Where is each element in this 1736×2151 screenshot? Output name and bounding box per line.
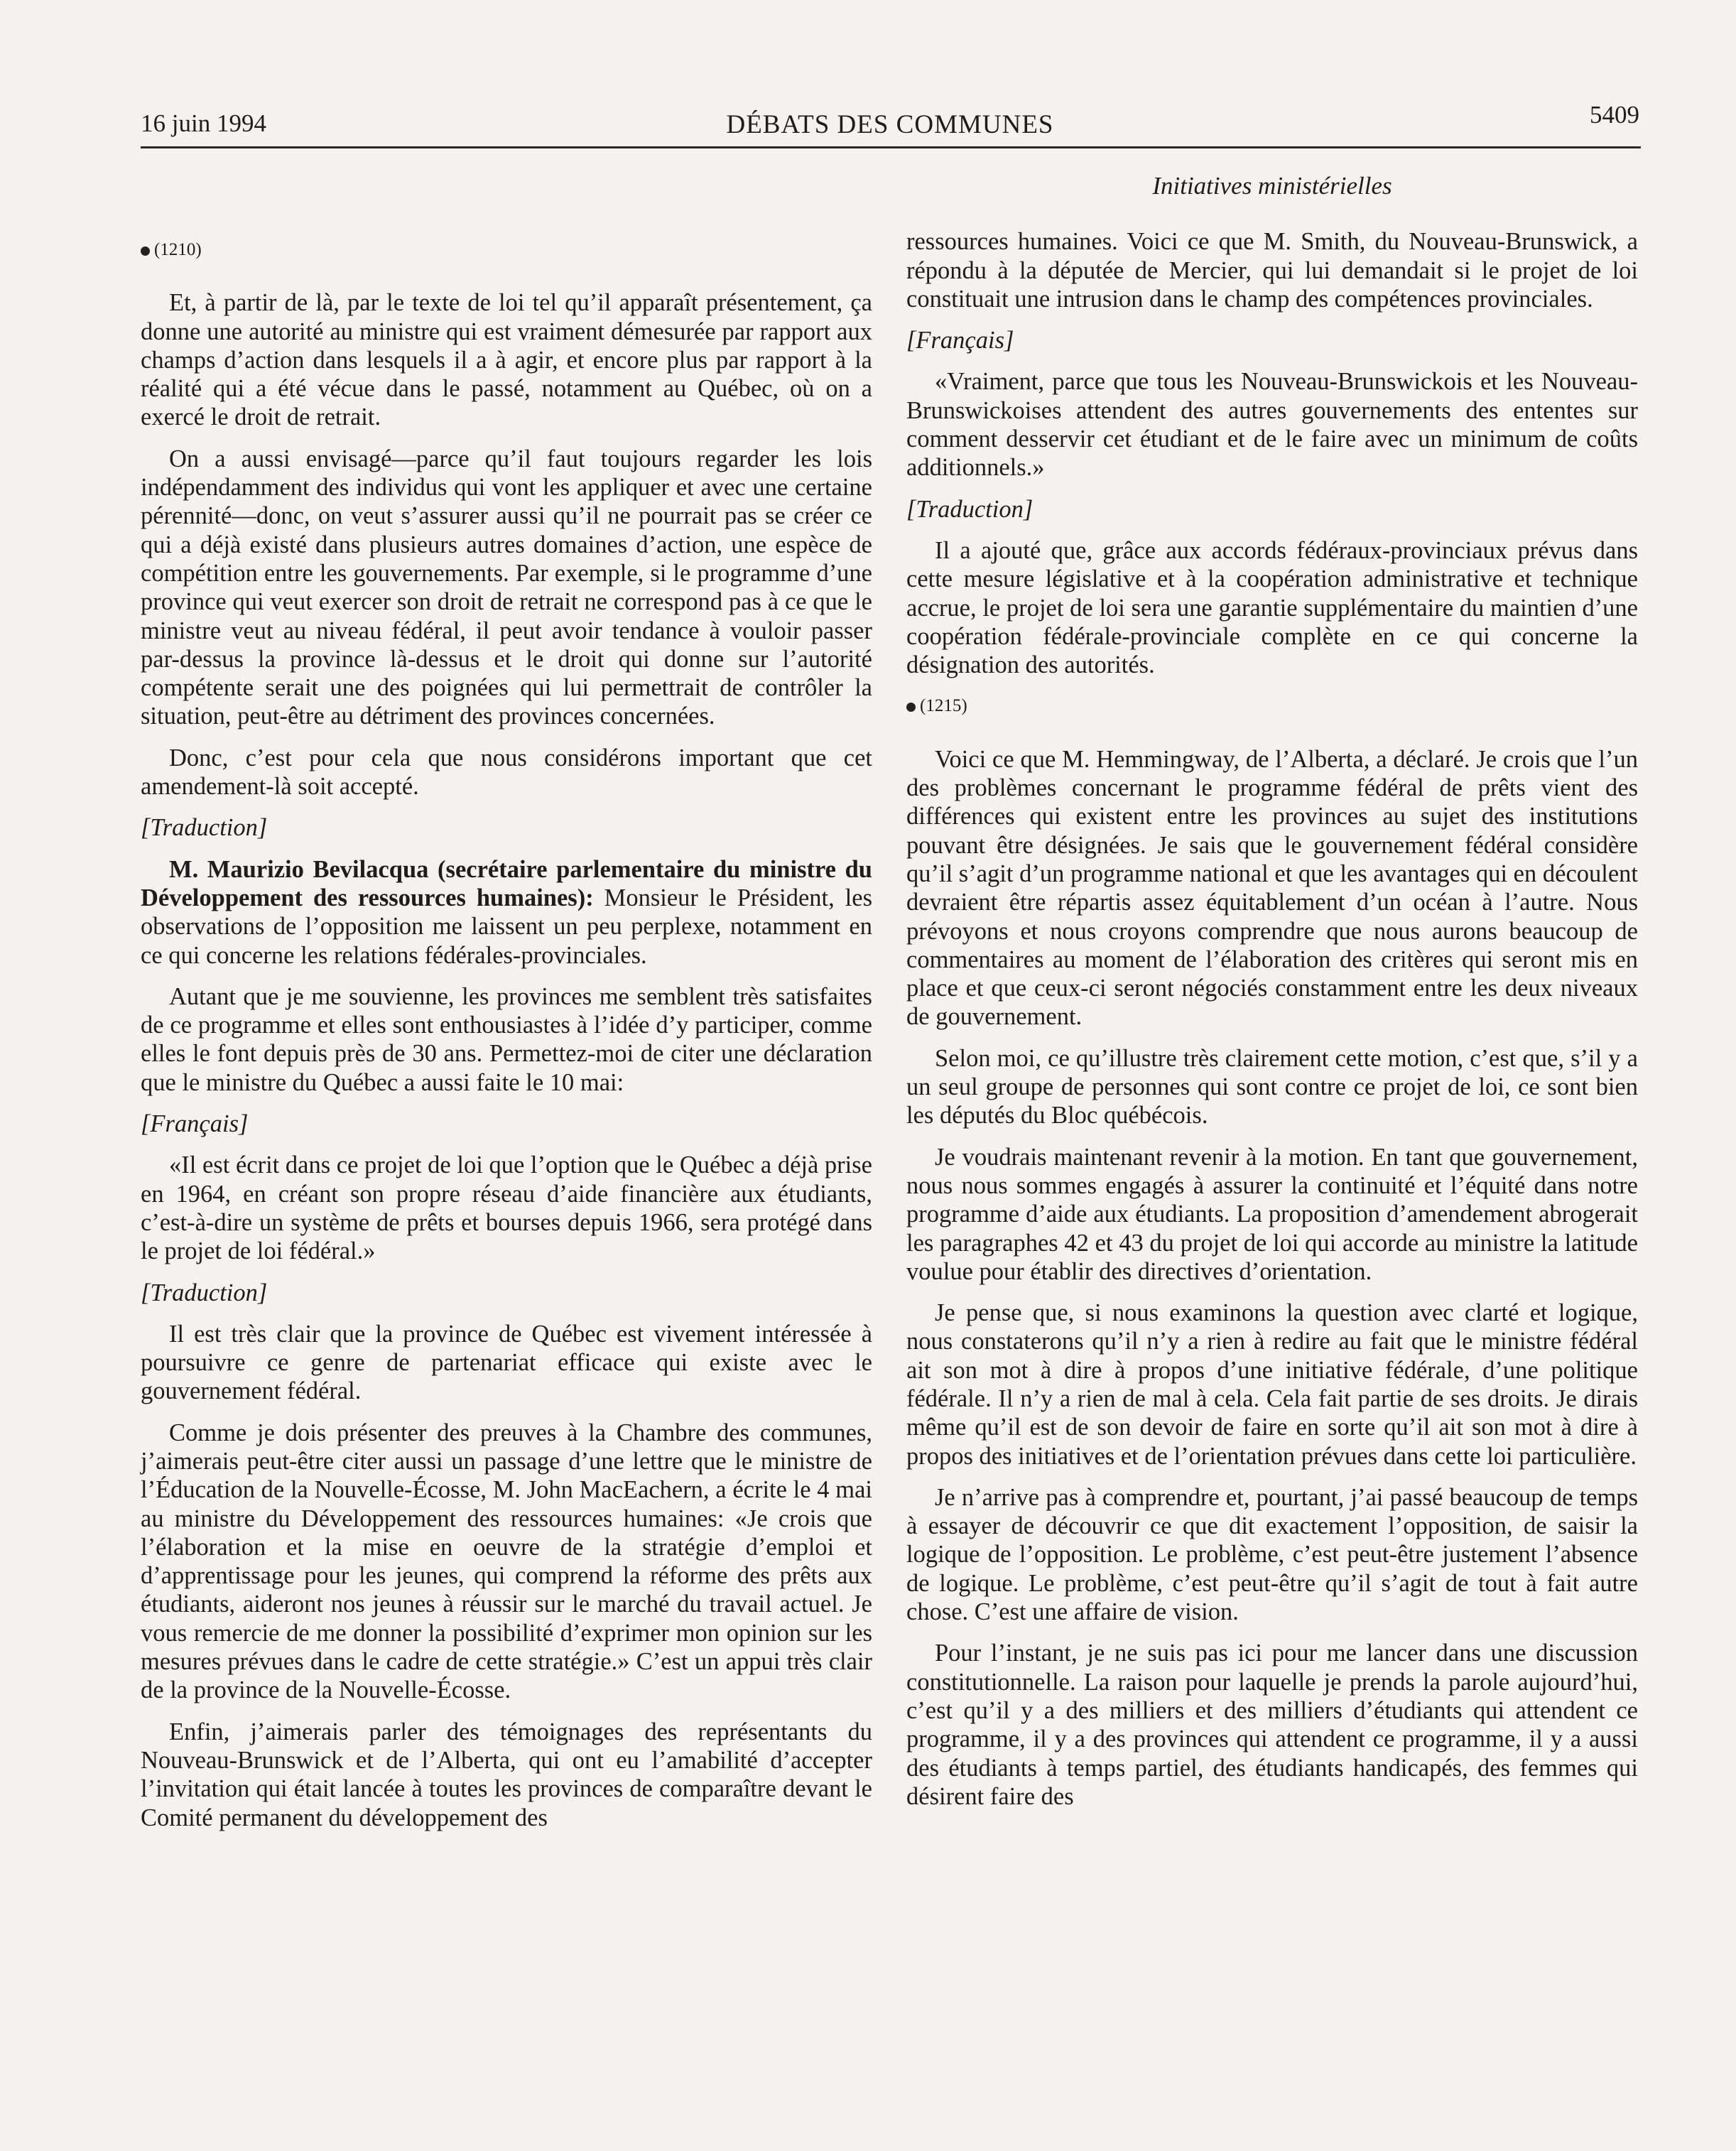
speaker-paragraph <box>141 855 872 970</box>
language-note: [Traduction] <box>141 1279 268 1306</box>
publication-title: DÉBATS DES COMMUNES <box>726 110 1054 139</box>
quotation: «Vraiment, parce que tous les Nouveau-Brunswickois et les Nouveau-Brunswickoises attendent des autres gouvernements des ententes sur comment desservir cet étudiant et de le faire avec un minimum de coûts additionnels.» <box>906 368 1638 482</box>
paragraph: Autant que je me souvienne, les provinces me semblent très satisfaites de ce programme et elles sont enthousiastes à l’idée d’y participer, comme elles le font depuis près de 30 ans. Permettez-moi de citer une déclaration que le ministre du Québec a aussi faite le 10 mai: <box>141 982 872 1096</box>
language-note: [Français] <box>906 327 1014 354</box>
language-note: [Traduction] <box>906 495 1034 523</box>
header-rule <box>141 146 1641 148</box>
language-note: [Traduction] <box>141 814 268 842</box>
paragraph: Enfin, j’aimerais parler des témoignages des représentants du Nouveau-Brunswick et de l’Alberta, qui ont eu l’amabilité d’accepter l’invitation qui était lancée à toutes les provinces de comparaître devant le Comité permanent du développement des <box>141 1718 872 1831</box>
paragraph: Donc, c’est pour cela que nous considérons important que cet amendement-là soit accepté. <box>141 744 872 801</box>
paragraph: Je n’arrive pas à comprendre et, pourtant, j’ai passé beaucoup de temps à essayer de découvrir ce que dit exactement l’opposition, de saisir la logique de l’opposition. Le problème, c’est peut-être justement l’absence de logique. Le problème, c’est peut-être qu’il s’agit de tout à fait autre chose. C’est une affaire de vision. <box>906 1483 1638 1626</box>
page-header <box>141 101 1639 148</box>
speech-text: Monsieur le Président, les observations de l’opposition me laissent un peu perplexe, notamment en ce qui concerne les relations fédérales-provinciales. <box>141 884 873 969</box>
paragraph: Voici ce que M. Hemmingway, de l’Alberta, a déclaré. Je crois que l’un des problèmes concernant le programme fédéral de prêts vient des différences qui existent entre les provinces au sujet des institutions pouvant être désignées. Je sais que le gouvernement fédéral considère qu’il s’agit d’un programme national et que les avantages qui en découlent devraient être répartis assez équitablement d’un océan à l’autre. Nous prévoyons et nous croyons comprendre que nous aurons beaucoup de commentaires au moment de l’élaboration des critères qui seront mis en place et que ceux-ci seront négociés constamment entre les deux niveaux de gouvernement. <box>906 745 1638 1031</box>
paragraph: Et, à partir de là, par le texte de loi tel qu’il apparaît présentement, ça donne une autorité au ministre qui est vraiment démesurée par rapport aux champs d’action dans lesquels il a à agir, et encore plus par rapport à la réalité qui a été vécue dans le passé, notamment au Québec, où on a exercé le droit de retrait. <box>141 289 872 431</box>
paragraph: Je pense que, si nous examinons la question avec clarté et logique, nous constaterons qu’il n’y a rien à redire au fait que le ministre fédéral ait son mot à dire à propos d’une initiative fédérale, d’une politique fédérale. Il n’y a rien de mal à cela. Cela fait partie de ses droits. Je dirais même qu’il est de son devoir de faire en sorte qu’il ait son mot à dire à propos des initiatives et de l’orientation prévues dans cette loi particulière. <box>906 1299 1638 1470</box>
paragraph: ressources humaines. Voici ce que M. Smith, du Nouveau-Brunswick, a répondu à la députée de Mercier, qui lui demandait si le projet de loi constituait une intrusion dans le champ des compétences provinciales. <box>906 228 1638 313</box>
header-date: 16 juin 1994 <box>141 109 266 137</box>
right-column <box>906 168 1638 1824</box>
speaker-name: M. Maurizio Bevilacqua (secrétaire parlementaire du ministre du Développement des ressources humaines): <box>141 855 872 911</box>
paragraph: Selon moi, ce qu’illustre très clairement cette motion, c’est que, s’il y a un seul groupe de personnes qui sont contre ce projet de loi, ce sont bien les députés du Bloc québécois. <box>906 1044 1638 1129</box>
paragraph: Pour l’instant, je ne suis pas ici pour me lancer dans une discussion constitutionnelle. La raison pour laquelle je prends la parole aujourd’hui, c’est qu’il y a des milliers et des milliers d’étudiants qui attendent ce programme, il y a des provinces qui attendent ce programme, il y a aussi des étudiants à temps partiel, des étudiants handicapés, des femmes qui désirent faire des <box>906 1640 1638 1810</box>
paragraph: On a aussi envisagé—parce qu’il faut toujours regarder les lois indépendamment des individus qui vont les appliquer et avec une certaine pérennité—donc, on veut s’assurer aussi qu’il ne pourrait pas se créer ce qui a déjà existé dans plusieurs autres domaines d’action, une espèce de compétition entre les gouvernements. Par exemple, si le programme d’une province qui veut exercer son droit de retrait ne correspond pas à ce que le ministre veut au niveau fédéral, il peut avoir tendance à vouloir passer par-dessus la province là-dessus et le droit qui donne sur l’autorité compétente serait une des poignées qui lui permettrait de contrôler la situation, peut-être au détriment des provinces concernées. <box>141 445 872 730</box>
paragraph: Il est très clair que la province de Québec est vivement intéressée à poursuivre ce genre de partenariat efficace qui existe avec le gouvernement fédéral. <box>141 1320 872 1405</box>
timestamp-marker <box>141 236 872 264</box>
left-column <box>141 168 872 1845</box>
bullet-icon <box>141 246 150 256</box>
bullet-icon <box>906 703 916 712</box>
section-title: Initiatives ministérielles <box>1152 172 1392 200</box>
paragraph: Je voudrais maintenant revenir à la motion. En tant que gouvernement, nous nous sommes engagés à assurer la continuité et l’équité dans notre programme d’aide aux étudiants. La proposition d’amendement abrogerait les paragraphes 42 et 43 du projet de loi qui accorde au ministre la latitude voulue pour établir des directives d’orientation. <box>906 1143 1638 1285</box>
paragraph: Comme je dois présenter des preuves à la Chambre des communes, j’aimerais peut-être citer aussi un passage d’une lettre que le ministre de l’Éducation de la Nouvelle-Écosse, M. John MacEachern, a écrite le 4 mai au ministre du Développement des ressources humaines: «Je crois que l’élaboration et la mise en oeuvre de la stratégie d’emploi et d’apprentissage pour les jeunes, qui comprend la réforme des prêts aux étudiants, aideront nos jeunes à réussir sur le marché du travail actuel. Je vous remercie de me donner la possibilité d’exprimer mon opinion sur les mesures prévues dans le cadre de cette stratégie.» C’est un appui très clair de la province de la Nouvelle-Écosse. <box>141 1419 872 1704</box>
language-note: [Français] <box>141 1110 249 1138</box>
timestamp-marker <box>906 692 1638 720</box>
timestamp-text: (1210) <box>154 240 202 259</box>
paragraph: Il a ajouté que, grâce aux accords fédéraux-provinciaux prévus dans cette mesure législative et à la coopération administrative et technique accrue, le projet de loi sera une garantie supplémentaire du maintien d’une coopération fédérale-provinciale complète en ce qui concerne la désignation des autorités. <box>906 536 1638 679</box>
page-number: 5409 <box>1590 101 1639 129</box>
timestamp-text: (1215) <box>920 696 967 716</box>
quotation: «Il est écrit dans ce projet de loi que l’option que le Québec a déjà prise en 1964, en créant son propre réseau d’aide financière aux étudiants, c’est-à-dire un système de prêts et bourses depuis 1966, sera protégé dans le projet de loi fédéral.» <box>141 1152 872 1265</box>
